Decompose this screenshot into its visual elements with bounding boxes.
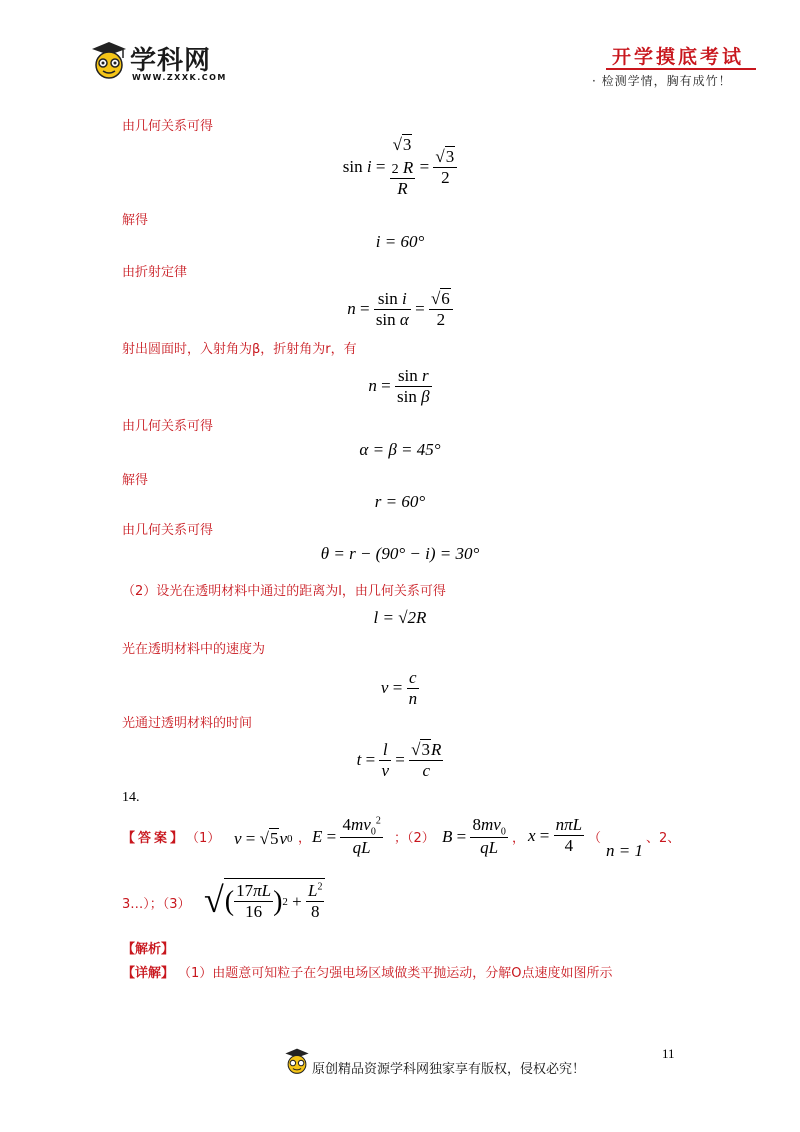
answer-n-value: n = 1 bbox=[606, 841, 643, 860]
text-line: 由折射定律 bbox=[122, 265, 188, 280]
answer-3-expression: √ ( $\frac{17\pi L}{16}$ ) 2 + $\frac{L^2}{8}$ bbox=[204, 872, 325, 928]
text-line: 光在透明材料中的速度为 bbox=[122, 642, 266, 657]
header-sub-slogan: · 检测学情，胸有成竹！ bbox=[592, 74, 732, 88]
text-line: 光通过透明材料的时间 bbox=[122, 716, 253, 731]
equation-n-r: n = $\frac{\text{sin r}}{\text{sin β}}$ bbox=[368, 365, 430, 406]
text-line: 射出圆面时，入射角为β，折射角为r，有 bbox=[122, 342, 357, 357]
answer-x: x = $\frac{\text{nπL}}{4}$ bbox=[528, 815, 583, 855]
answer-line-2: 3…）；（3） bbox=[122, 897, 191, 912]
answer-b: B = $\frac{8mv_0}{qL}$ bbox=[442, 815, 506, 858]
analysis-tag: 【解析】 bbox=[122, 942, 175, 957]
footer bbox=[0, 1040, 800, 1090]
text-line: 由几何关系可得 bbox=[122, 119, 214, 134]
logo-mascot-icon bbox=[90, 40, 128, 80]
text-line: 解得 bbox=[122, 473, 149, 488]
footer-copyright: 原创精品资源学科网独家享有版权，侵权必究！ bbox=[312, 1062, 586, 1077]
equation-v: v = $\frac{c}{n}$ bbox=[380, 667, 418, 708]
question-number: 14. bbox=[122, 790, 140, 805]
detail-text: （1）由题意可知粒子在匀强电场区域做类平抛运动，分解O点速度如图所示 bbox=[178, 966, 613, 981]
footer-mascot-icon bbox=[284, 1046, 310, 1076]
answer-sep: ；（2） bbox=[394, 831, 435, 846]
answer-line bbox=[122, 815, 682, 865]
header bbox=[0, 0, 800, 100]
logo-url: WWW.ZXXK.COM bbox=[132, 73, 227, 82]
equation-alpha-beta: α = β = 45° bbox=[359, 440, 441, 459]
text-line: 由几何关系可得 bbox=[122, 523, 214, 538]
answer-e: E = $\frac{4mv_0^2}{qL}$ bbox=[312, 815, 381, 858]
text-line: （2）设光在透明材料中通过的距离为l，由几何关系可得 bbox=[122, 584, 446, 599]
equation-n: n = $\frac{\text{sin i}}{\text{sin α}}$ = $\frac{√6}{2}$ bbox=[300, 284, 500, 334]
answer-v: v = √5 v 0 bbox=[234, 829, 293, 848]
detail-tag: 【详解】 bbox=[122, 966, 175, 981]
page-number: 11 bbox=[662, 1046, 675, 1061]
answer-tag: 【答案】 bbox=[122, 831, 187, 846]
answer-continue: 、2、 bbox=[646, 831, 681, 846]
equation-t: t = $\frac{l}{v}$ = $\frac{√3R}{c}$ bbox=[356, 739, 442, 780]
equation-sin-i: sin i = √3 2 R R = $\frac{√3}{2}$ bbox=[300, 132, 500, 202]
answer-sep: ， bbox=[512, 831, 526, 846]
answer-part-label: （1） bbox=[186, 831, 221, 846]
equation-i: i = 60° bbox=[375, 232, 425, 251]
equation-theta: θ = r − (90° − i) = 30° bbox=[320, 544, 480, 563]
answer-sep: ， bbox=[298, 831, 312, 846]
text-line: 由几何关系可得 bbox=[122, 419, 214, 434]
header-divider bbox=[606, 68, 756, 70]
text-line: 解得 bbox=[122, 213, 149, 228]
equation-r: r = 60° bbox=[374, 492, 426, 511]
logo-text: 学科网 bbox=[130, 46, 212, 76]
header-slogan: 开学摸底考试 bbox=[612, 46, 745, 68]
answer-paren: （ bbox=[588, 831, 602, 846]
equation-l: l = √2R bbox=[373, 608, 427, 627]
